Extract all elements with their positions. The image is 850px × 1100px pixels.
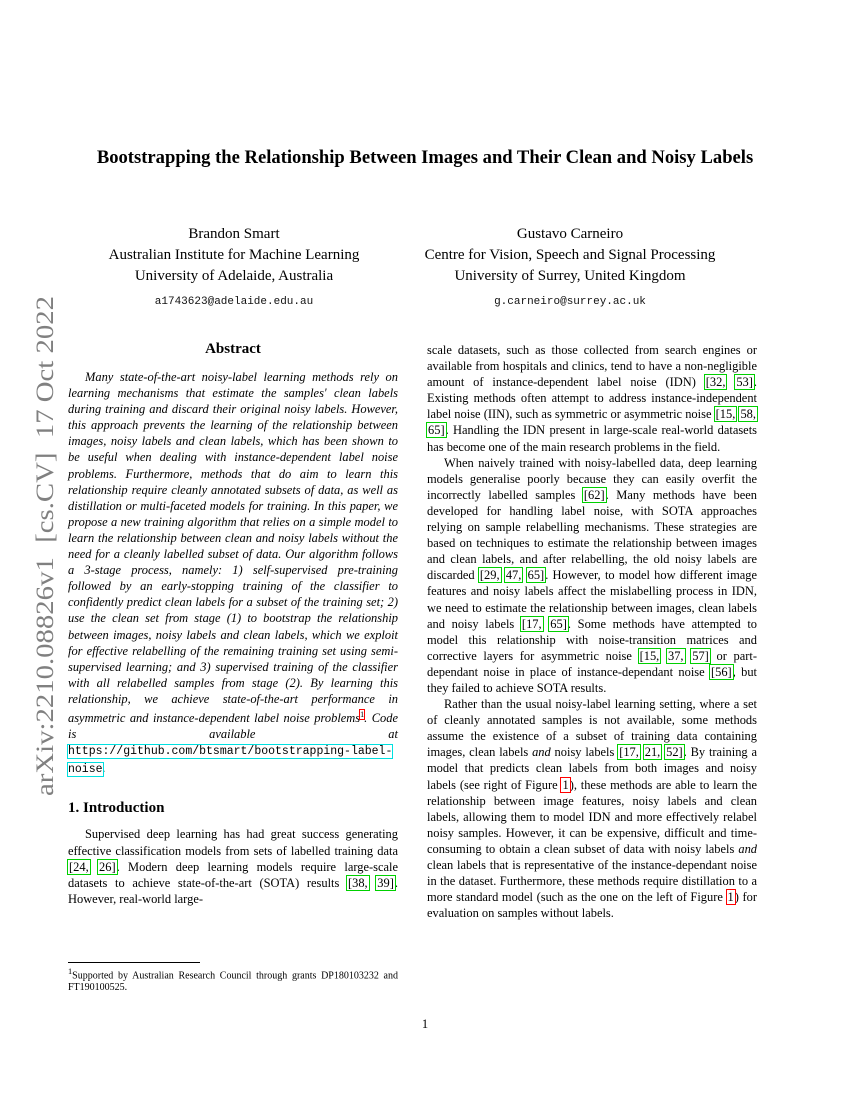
abstract-body: [68, 369, 398, 778]
footnote-link[interactable]: 1: [360, 709, 365, 719]
paragraph-text: clean labels that is representative of the instance-dependant noise in the dataset. Furthermore, these methods require distillation to a more standard model (such as the one on the left of Figure: [427, 858, 757, 905]
paragraph-text: . However, real-world large-: [68, 875, 398, 906]
citation-link[interactable]: 65]: [527, 568, 545, 583]
citation-link[interactable]: 52]: [666, 745, 683, 760]
right-column: [427, 342, 757, 921]
citation-link[interactable]: [29,: [479, 568, 500, 583]
citation-link[interactable]: 65]: [550, 616, 567, 631]
paragraph-text: When naively trained with noisy-labelled data, deep learning models generalise poorly because they can easily overfit the incorrectly labelled samples: [427, 455, 757, 502]
author-name: Gustavo Carneiro: [516, 226, 624, 242]
figure-reference-link[interactable]: 1: [562, 777, 569, 792]
abstract-text: Many state-of-the-art noisy-label learning methods rely on learning mechanisms that estimate the samples' clean labels during training and discard their original noisy labels. However, this approach prevents the learning of the relationship between images, noisy labels and clean labels, which has been shown to be useful when dealing with instance-dependent label noise problems. Furthermore, methods that do aim to learn this relationship require cleanly annotated subsets of data, as well as distillation or multi-faceted models for training. In this paper, we propose a new training algorithm that relies on a simple model to learn the relationship between clean and noisy labels without the need for a cleanly labelled subset of data. Our algorithm follows a 3-stage process, namely: 1) self-supervised pre-training followed by an early-stopping training of the classifier to confidently predict clean labels for a subset of the training set; 2) use the clean set from stage (1) to bootstrap the relationship between images, noisy labels and clean labels, which we exploit for effective relabelling of the remaining training set using semi-supervised learning; and 3) supervised training of the classifier with all relabelled samples from stage (2). By learning this relationship, we achieve state-of-the-art performance in asymmetric and instance-dependent label noise problems: [68, 370, 398, 726]
author-affiliation: University of Surrey, United Kingdom: [454, 268, 686, 284]
citation-link[interactable]: 65]: [428, 423, 445, 438]
citation-link[interactable]: 53]: [736, 375, 753, 390]
author-affiliation: University of Adelaide, Australia: [134, 268, 334, 284]
citation-link[interactable]: [38,: [347, 875, 368, 890]
citation-link[interactable]: [62]: [583, 487, 605, 502]
footnote-text: Supported by Australian Research Council through grants DP180103232 and FT190100525.: [68, 970, 398, 994]
paragraph-text: noisy labels: [550, 745, 619, 760]
author-affiliation: Australian Institute for Machine Learning: [108, 247, 360, 263]
paragraph-text: . However, to model how different image features and noisy labels affect the mislabelling process in IDN, we need to estimate the relationship between images, clean labels and noisy labels: [427, 568, 758, 631]
paragraph-text: Rather than the usual noisy-label learning setting, where a set of cleanly annotated samples is not available, some methods assume the existence of a subset of training data containing images, clean labels: [427, 697, 757, 760]
paper-title: Bootstrapping the Relationship Between Images and Their Clean and Noisy Labels: [96, 147, 754, 168]
citation-link[interactable]: [15,: [639, 648, 660, 663]
footnote: [68, 962, 398, 994]
introduction-heading: 1. Introduction: [68, 800, 165, 817]
citation-link[interactable]: 39]: [377, 875, 394, 890]
citation-link[interactable]: 47,: [505, 568, 522, 583]
arxiv-identifier-stamp: [15, 292, 65, 796]
paragraph-text: . By training a model that predicts clean labels from both images and noisy labels (see right of Figure: [427, 745, 757, 792]
code-url-link[interactable]: https://github.com/btsmart/bootstrapping-label-noise: [68, 745, 393, 777]
paragraph-text: ), these methods are able to learn the relationship between image features, noisy labels and clean labels, allowing them to model IDN and more effectively relabel noisy samples. However, it can be expensive, difficult and time-consuming to obtain a clean subset of data with noisy labels: [427, 777, 758, 856]
intro-paragraph-1: [68, 826, 398, 906]
footnote-mark: 1: [68, 967, 73, 976]
citation-link[interactable]: [56]: [710, 664, 732, 679]
figure-reference-link[interactable]: 1: [727, 890, 734, 905]
abstract-heading: Abstract: [205, 341, 261, 357]
paragraph-text: . Many methods have been developed for handling label noise, with SOTA approaches relying on sample relabelling mechanisms. These strategies are based on techniques to estimate the relationship between images and clean labels, and after relabelling, the old noisy labels are discarded: [427, 487, 757, 583]
abstract-code-text: . Code is available at: [68, 711, 398, 742]
citation-link[interactable]: [32,: [705, 375, 726, 390]
author-block-1: [84, 224, 384, 313]
paragraph-text: . Handling the IDN present in large-scale real-world datasets has become one of the main research problems in the field.: [427, 423, 757, 454]
citation-link[interactable]: 21,: [644, 745, 661, 760]
paragraph-text: or part-dependant noise in place of instance-dependant noise: [427, 648, 758, 679]
emphasis-text: and: [738, 841, 757, 856]
citation-link[interactable]: 57]: [692, 648, 709, 663]
citation-link[interactable]: [17,: [521, 616, 542, 631]
citation-link[interactable]: 58,: [740, 407, 756, 422]
citation-link[interactable]: [17,: [619, 745, 639, 760]
paragraph-text: , but they failed to achieve SOTA results.: [427, 664, 758, 695]
paragraph-text: Supervised deep learning has had great success generating effective classification models from sets of labelled training data: [68, 827, 398, 858]
emphasis-text: and: [532, 745, 551, 760]
paragraph-text: . Existing methods often attempt to address instance-independent label noise (IIN), such as symmetric or asymmetric noise: [427, 375, 758, 422]
intro-paragraph-1-continued: [427, 342, 757, 455]
citation-link[interactable]: 37,: [667, 648, 684, 663]
author-block-2: [405, 224, 735, 313]
author-email[interactable]: g.carneiro@surrey.ac.uk: [494, 296, 646, 308]
left-column: [68, 340, 398, 907]
intro-paragraph-3: [427, 696, 757, 921]
abstract-end: .: [102, 761, 106, 776]
paragraph-text: . Some methods have attempted to model this relationship with noise-transition matrices and corrective layers for asymmetric noise: [427, 616, 758, 663]
arxiv-identifier-text: arXiv:2210.08826v1 [cs.CV] 17 Oct 2022: [32, 361, 59, 796]
paragraph-text: ) for evaluation on samples without labels.: [427, 890, 757, 921]
citation-link[interactable]: [24,: [69, 859, 89, 874]
paragraph-text: . Modern deep learning models require large-scale datasets to achieve state-of-the-art (SOTA) results: [68, 859, 399, 890]
author-affiliation: Centre for Vision, Speech and Signal Processing: [424, 247, 716, 263]
page-number: 1: [421, 1017, 429, 1031]
author-name: Brandon Smart: [188, 226, 280, 242]
author-email[interactable]: a1743623@adelaide.edu.au: [154, 296, 314, 308]
footnote-rule: [68, 962, 200, 963]
intro-paragraph-2: [427, 455, 757, 696]
paragraph-text: scale datasets, such as those collected from search engines or available from hospitals and clinics, tend to have a non-negligible amount of instance-dependent label noise (IDN): [427, 343, 757, 390]
citation-link[interactable]: 26]: [99, 859, 116, 874]
citation-link[interactable]: [15,: [715, 407, 736, 422]
